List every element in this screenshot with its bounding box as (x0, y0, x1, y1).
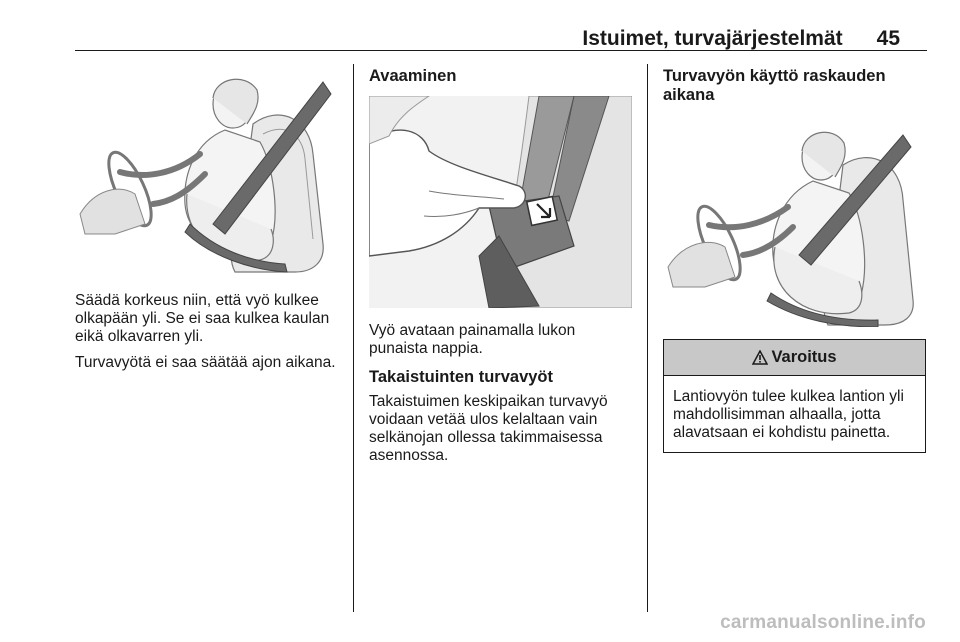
heading-raskauden-aikana: Turvavyön käyttö raskauden aikana (663, 67, 886, 104)
warning-triangle-icon (752, 350, 768, 365)
header-rule (75, 50, 927, 51)
pregnant-driver-seatbelt-illustration (75, 64, 340, 276)
page-header (582, 27, 900, 51)
paragraph: Takaistuimen keskipaikan turvavyö voidaan vetää ulos kelaltaan vain selkänojan ollessa takimmaisessa asennossa. (369, 393, 608, 464)
heading-takaistuinten-turvavyot: Takaistuinten turvavyöt (369, 368, 553, 386)
warning-text: Lantiovyön tulee kulkea lantion yli mahdollisimman alhaalla, jotta alavatsaan ei kohdistu painetta. (673, 388, 904, 441)
column-right (663, 64, 927, 453)
seatbelt-buckle-release-illustration (369, 96, 632, 308)
warning-title: Varoitus (771, 348, 837, 366)
column-divider (353, 64, 354, 612)
warning-header (664, 340, 925, 376)
paragraph: Vyö avataan painamalla lukon punaista nappia. (369, 322, 576, 357)
paragraph: Turvavyötä ei saa säätää ajon aikana. (75, 354, 336, 371)
page-number: 45 (876, 27, 900, 50)
watermark: carmanualsonline.info (720, 612, 926, 633)
warning-box (663, 339, 926, 453)
pregnant-driver-lap-belt-illustration (663, 115, 926, 327)
column-left (75, 64, 340, 380)
paragraph: Säädä korkeus niin, että vyö kulkee olkapään yli. Se ei saa kulkea kaulan eikä olkavarren yli. (75, 292, 330, 345)
column-middle (369, 64, 633, 473)
heading-avaaminen: Avaaminen (369, 67, 457, 85)
column-divider (647, 64, 648, 612)
section-title: Istuimet, turvajärjestelmät (582, 27, 843, 50)
